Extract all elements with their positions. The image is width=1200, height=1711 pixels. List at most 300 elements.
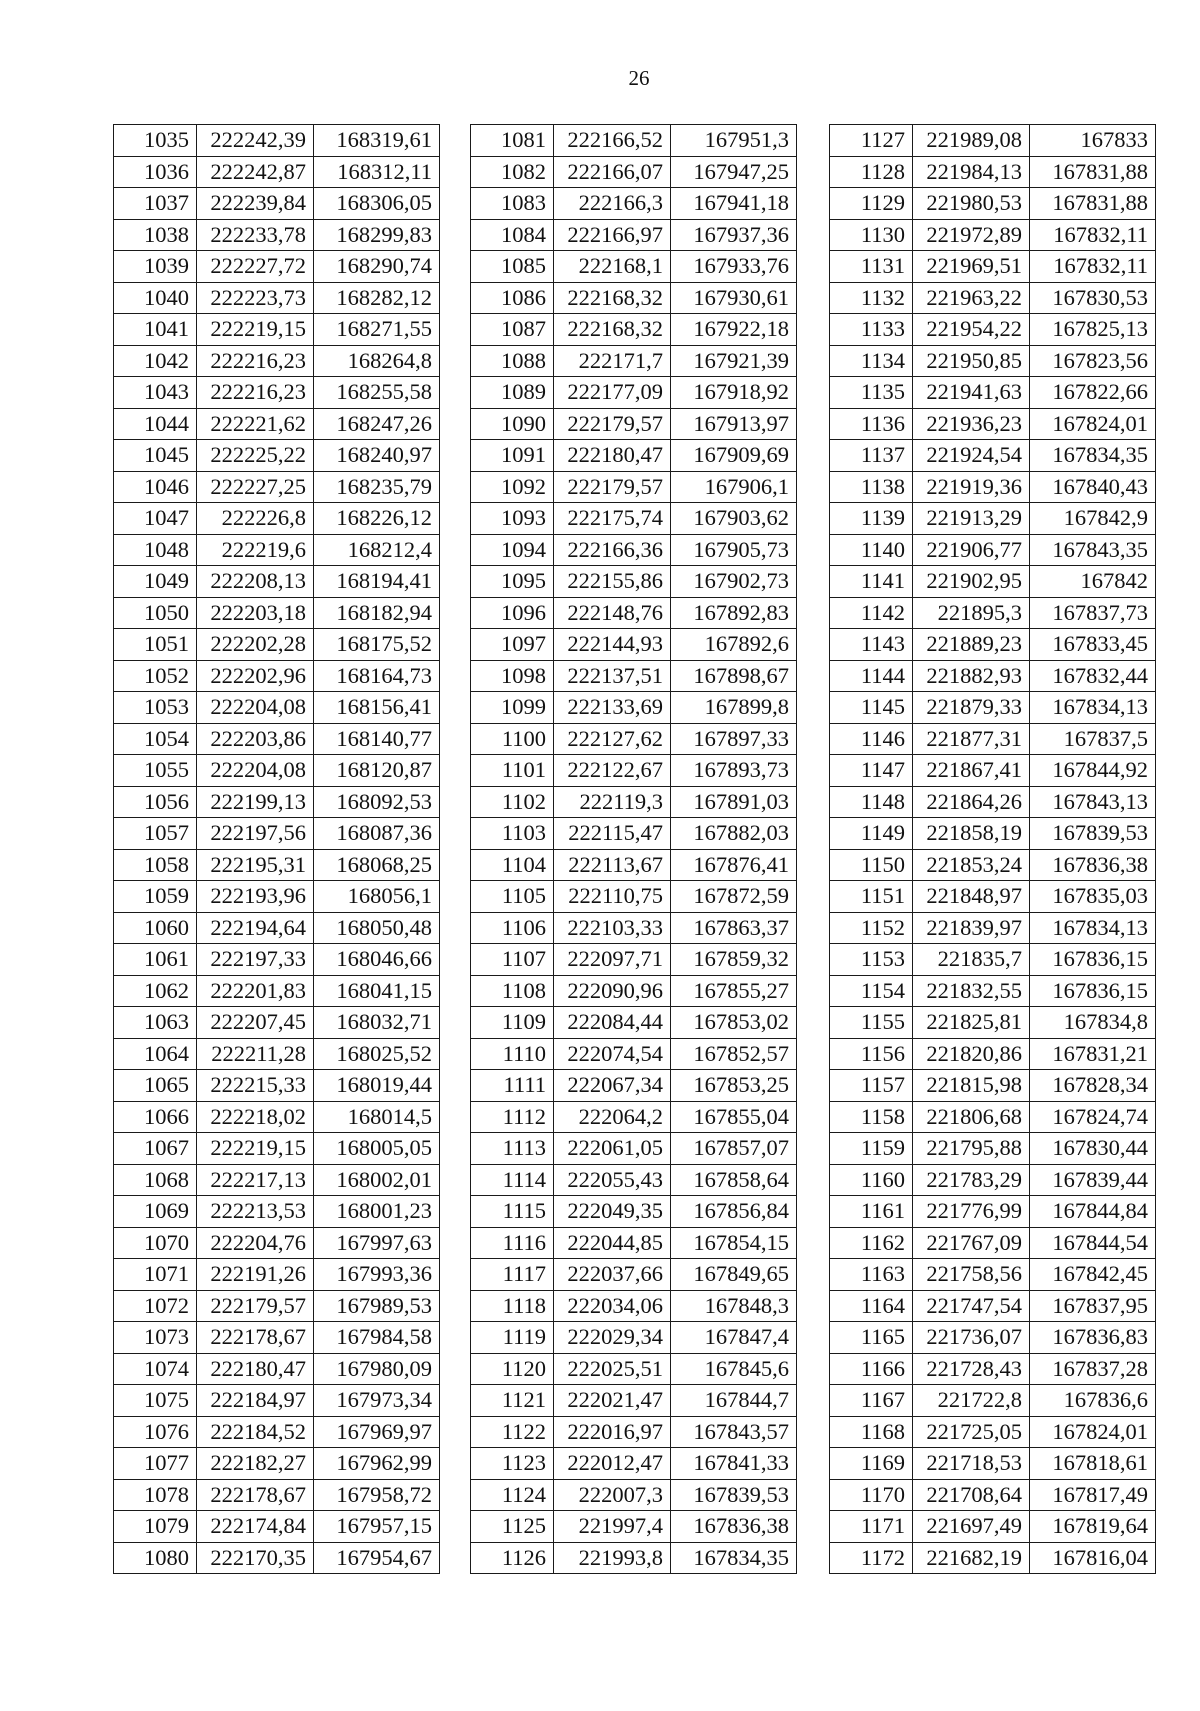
- x-coordinate-cell: 222171,7: [554, 345, 671, 377]
- y-coordinate-cell: 167816,04: [1030, 1542, 1156, 1574]
- point-number-cell: 1050: [114, 597, 197, 629]
- point-number-cell: 1128: [830, 156, 913, 188]
- x-coordinate-cell: 222122,67: [554, 755, 671, 787]
- x-coordinate-cell: 222025,51: [554, 1353, 671, 1385]
- y-coordinate-cell: 167930,61: [671, 282, 797, 314]
- y-coordinate-cell: 168002,01: [314, 1164, 440, 1196]
- point-number-cell: 1129: [830, 188, 913, 220]
- point-number-cell: 1064: [114, 1038, 197, 1070]
- x-coordinate-cell: 222219,6: [197, 534, 314, 566]
- table-row: [471, 1322, 797, 1354]
- table-row: [471, 251, 797, 283]
- point-number-cell: 1103: [471, 818, 554, 850]
- point-number-cell: 1086: [471, 282, 554, 314]
- x-coordinate-cell: 221767,09: [913, 1227, 1030, 1259]
- point-number-cell: 1061: [114, 944, 197, 976]
- x-coordinate-cell: 222203,86: [197, 723, 314, 755]
- x-coordinate-cell: 222110,75: [554, 881, 671, 913]
- x-coordinate-cell: 222219,15: [197, 314, 314, 346]
- table-row: [114, 1133, 440, 1165]
- x-coordinate-cell: 222226,8: [197, 503, 314, 535]
- y-coordinate-cell: 167933,76: [671, 251, 797, 283]
- x-coordinate-cell: 222148,76: [554, 597, 671, 629]
- y-coordinate-cell: 167855,27: [671, 975, 797, 1007]
- x-coordinate-cell: 221848,97: [913, 881, 1030, 913]
- y-coordinate-cell: 167844,7: [671, 1385, 797, 1417]
- table-row: [114, 818, 440, 850]
- y-coordinate-cell: 167840,43: [1030, 471, 1156, 503]
- point-number-cell: 1099: [471, 692, 554, 724]
- x-coordinate-cell: 222179,57: [554, 408, 671, 440]
- x-coordinate-cell: 222177,09: [554, 377, 671, 409]
- x-coordinate-cell: 222211,28: [197, 1038, 314, 1070]
- y-coordinate-cell: 167831,21: [1030, 1038, 1156, 1070]
- y-coordinate-cell: 167834,8: [1030, 1007, 1156, 1039]
- x-coordinate-cell: 222182,27: [197, 1448, 314, 1480]
- table-row: [114, 1322, 440, 1354]
- table-row: [830, 597, 1156, 629]
- x-coordinate-cell: 221820,86: [913, 1038, 1030, 1070]
- y-coordinate-cell: 167819,64: [1030, 1511, 1156, 1543]
- x-coordinate-cell: 222194,64: [197, 912, 314, 944]
- table-row: [830, 660, 1156, 692]
- table-row: [830, 408, 1156, 440]
- x-coordinate-cell: 222168,32: [554, 314, 671, 346]
- point-number-cell: 1162: [830, 1227, 913, 1259]
- table-row: [114, 1416, 440, 1448]
- point-number-cell: 1132: [830, 282, 913, 314]
- point-number-cell: 1155: [830, 1007, 913, 1039]
- y-coordinate-cell: 168140,77: [314, 723, 440, 755]
- point-number-cell: 1135: [830, 377, 913, 409]
- table-row: [114, 723, 440, 755]
- x-coordinate-cell: 221758,56: [913, 1259, 1030, 1291]
- point-number-cell: 1042: [114, 345, 197, 377]
- table-row: [830, 1479, 1156, 1511]
- x-coordinate-cell: 221919,36: [913, 471, 1030, 503]
- table-row: [471, 629, 797, 661]
- point-number-cell: 1160: [830, 1164, 913, 1196]
- point-number-cell: 1127: [830, 125, 913, 157]
- point-number-cell: 1100: [471, 723, 554, 755]
- point-number-cell: 1110: [471, 1038, 554, 1070]
- table-row: [471, 440, 797, 472]
- point-number-cell: 1109: [471, 1007, 554, 1039]
- y-coordinate-cell: 167853,02: [671, 1007, 797, 1039]
- point-number-cell: 1044: [114, 408, 197, 440]
- x-coordinate-cell: 222208,13: [197, 566, 314, 598]
- x-coordinate-cell: 222184,52: [197, 1416, 314, 1448]
- table-row: [471, 503, 797, 535]
- point-number-cell: 1053: [114, 692, 197, 724]
- table-row: [471, 1511, 797, 1543]
- y-coordinate-cell: 167837,95: [1030, 1290, 1156, 1322]
- x-coordinate-cell: 221941,63: [913, 377, 1030, 409]
- y-coordinate-cell: 167898,67: [671, 660, 797, 692]
- point-number-cell: 1153: [830, 944, 913, 976]
- table-row: [471, 125, 797, 157]
- point-number-cell: 1102: [471, 786, 554, 818]
- y-coordinate-cell: 167824,01: [1030, 408, 1156, 440]
- y-coordinate-cell: 167836,6: [1030, 1385, 1156, 1417]
- table-row: [114, 1353, 440, 1385]
- point-number-cell: 1056: [114, 786, 197, 818]
- point-number-cell: 1145: [830, 692, 913, 724]
- y-coordinate-cell: 168001,23: [314, 1196, 440, 1228]
- y-coordinate-cell: 167863,37: [671, 912, 797, 944]
- x-coordinate-cell: 221867,41: [913, 755, 1030, 787]
- point-number-cell: 1049: [114, 566, 197, 598]
- y-coordinate-cell: 167980,09: [314, 1353, 440, 1385]
- point-number-cell: 1041: [114, 314, 197, 346]
- table-row: [830, 125, 1156, 157]
- y-coordinate-cell: 167905,73: [671, 534, 797, 566]
- y-coordinate-cell: 167969,97: [314, 1416, 440, 1448]
- point-number-cell: 1046: [114, 471, 197, 503]
- y-coordinate-cell: 167839,53: [1030, 818, 1156, 850]
- table-row: [471, 1259, 797, 1291]
- point-number-cell: 1117: [471, 1259, 554, 1291]
- y-coordinate-cell: 168120,87: [314, 755, 440, 787]
- table-row: [830, 156, 1156, 188]
- table-row: [114, 471, 440, 503]
- x-coordinate-cell: 221993,8: [554, 1542, 671, 1574]
- point-number-cell: 1077: [114, 1448, 197, 1480]
- table-row: [471, 944, 797, 976]
- x-coordinate-cell: 221783,29: [913, 1164, 1030, 1196]
- table-row: [471, 345, 797, 377]
- point-number-cell: 1060: [114, 912, 197, 944]
- point-number-cell: 1164: [830, 1290, 913, 1322]
- point-number-cell: 1106: [471, 912, 554, 944]
- point-number-cell: 1118: [471, 1290, 554, 1322]
- y-coordinate-cell: 167951,3: [671, 125, 797, 157]
- table-row: [114, 1542, 440, 1574]
- table-row: [114, 1070, 440, 1102]
- table-row: [830, 1416, 1156, 1448]
- y-coordinate-cell: 167922,18: [671, 314, 797, 346]
- y-coordinate-cell: 167834,13: [1030, 912, 1156, 944]
- table-row: [471, 660, 797, 692]
- table-row: [830, 912, 1156, 944]
- y-coordinate-cell: 167831,88: [1030, 188, 1156, 220]
- table-row: [114, 1290, 440, 1322]
- x-coordinate-cell: 221839,97: [913, 912, 1030, 944]
- point-number-cell: 1071: [114, 1259, 197, 1291]
- y-coordinate-cell: 167941,18: [671, 188, 797, 220]
- point-number-cell: 1037: [114, 188, 197, 220]
- point-number-cell: 1157: [830, 1070, 913, 1102]
- x-coordinate-cell: 222097,71: [554, 944, 671, 976]
- point-number-cell: 1134: [830, 345, 913, 377]
- table-row: [114, 377, 440, 409]
- table-row: [471, 849, 797, 881]
- point-number-cell: 1067: [114, 1133, 197, 1165]
- x-coordinate-cell: 221980,53: [913, 188, 1030, 220]
- x-coordinate-cell: 221924,54: [913, 440, 1030, 472]
- table-row: [830, 1353, 1156, 1385]
- x-coordinate-cell: 222067,34: [554, 1070, 671, 1102]
- x-coordinate-cell: 222034,06: [554, 1290, 671, 1322]
- y-coordinate-cell: 167832,11: [1030, 219, 1156, 251]
- y-coordinate-cell: 167902,73: [671, 566, 797, 598]
- coordinate-table-2: [470, 124, 797, 1574]
- x-coordinate-cell: 222227,25: [197, 471, 314, 503]
- x-coordinate-cell: 222227,72: [197, 251, 314, 283]
- table-row: [114, 755, 440, 787]
- x-coordinate-cell: 222127,62: [554, 723, 671, 755]
- point-number-cell: 1070: [114, 1227, 197, 1259]
- point-number-cell: 1035: [114, 125, 197, 157]
- table-row: [830, 1227, 1156, 1259]
- table-row: [114, 629, 440, 661]
- x-coordinate-cell: 222199,13: [197, 786, 314, 818]
- y-coordinate-cell: 168299,83: [314, 219, 440, 251]
- table-row: [114, 188, 440, 220]
- x-coordinate-cell: 222184,97: [197, 1385, 314, 1417]
- x-coordinate-cell: 221747,54: [913, 1290, 1030, 1322]
- point-number-cell: 1123: [471, 1448, 554, 1480]
- y-coordinate-cell: 167837,28: [1030, 1353, 1156, 1385]
- point-number-cell: 1038: [114, 219, 197, 251]
- y-coordinate-cell: 168175,52: [314, 629, 440, 661]
- point-number-cell: 1048: [114, 534, 197, 566]
- table-row: [114, 1259, 440, 1291]
- table-row: [830, 1038, 1156, 1070]
- point-number-cell: 1084: [471, 219, 554, 251]
- x-coordinate-cell: 222064,2: [554, 1101, 671, 1133]
- x-coordinate-cell: 222029,34: [554, 1322, 671, 1354]
- x-coordinate-cell: 222204,08: [197, 755, 314, 787]
- point-number-cell: 1148: [830, 786, 913, 818]
- table-row: [830, 1290, 1156, 1322]
- y-coordinate-cell: 167834,13: [1030, 692, 1156, 724]
- table-row: [830, 786, 1156, 818]
- table-row: [114, 1479, 440, 1511]
- table-row: [114, 503, 440, 535]
- table-row: [471, 786, 797, 818]
- y-coordinate-cell: 167852,57: [671, 1038, 797, 1070]
- table-row: [830, 1385, 1156, 1417]
- x-coordinate-cell: 221989,08: [913, 125, 1030, 157]
- table-row: [114, 1038, 440, 1070]
- y-coordinate-cell: 167837,73: [1030, 597, 1156, 629]
- point-number-cell: 1149: [830, 818, 913, 850]
- x-coordinate-cell: 221877,31: [913, 723, 1030, 755]
- table-row: [471, 156, 797, 188]
- x-coordinate-cell: 222137,51: [554, 660, 671, 692]
- x-coordinate-cell: 222084,44: [554, 1007, 671, 1039]
- x-coordinate-cell: 222049,35: [554, 1196, 671, 1228]
- point-number-cell: 1052: [114, 660, 197, 692]
- table-row: [114, 534, 440, 566]
- x-coordinate-cell: 221963,22: [913, 282, 1030, 314]
- table-row: [471, 723, 797, 755]
- x-coordinate-cell: 222242,39: [197, 125, 314, 157]
- table-row: [471, 975, 797, 1007]
- table-row: [114, 912, 440, 944]
- point-number-cell: 1101: [471, 755, 554, 787]
- y-coordinate-cell: 168240,97: [314, 440, 440, 472]
- y-coordinate-cell: 167830,44: [1030, 1133, 1156, 1165]
- x-coordinate-cell: 222166,07: [554, 156, 671, 188]
- x-coordinate-cell: 222197,56: [197, 818, 314, 850]
- point-number-cell: 1115: [471, 1196, 554, 1228]
- x-coordinate-cell: 222155,86: [554, 566, 671, 598]
- point-number-cell: 1097: [471, 629, 554, 661]
- y-coordinate-cell: 167857,07: [671, 1133, 797, 1165]
- y-coordinate-cell: 167909,69: [671, 440, 797, 472]
- x-coordinate-cell: 222044,85: [554, 1227, 671, 1259]
- y-coordinate-cell: 167843,13: [1030, 786, 1156, 818]
- table-row: [114, 1385, 440, 1417]
- table-row: [114, 251, 440, 283]
- y-coordinate-cell: 168019,44: [314, 1070, 440, 1102]
- y-coordinate-cell: 167830,53: [1030, 282, 1156, 314]
- y-coordinate-cell: 167833: [1030, 125, 1156, 157]
- y-coordinate-cell: 167824,74: [1030, 1101, 1156, 1133]
- y-coordinate-cell: 168235,79: [314, 471, 440, 503]
- point-number-cell: 1151: [830, 881, 913, 913]
- x-coordinate-cell: 222090,96: [554, 975, 671, 1007]
- x-coordinate-cell: 222202,28: [197, 629, 314, 661]
- x-coordinate-cell: 222207,45: [197, 1007, 314, 1039]
- table-row: [471, 471, 797, 503]
- point-number-cell: 1169: [830, 1448, 913, 1480]
- y-coordinate-cell: 167836,38: [671, 1511, 797, 1543]
- y-coordinate-cell: 167989,53: [314, 1290, 440, 1322]
- table-row: [114, 1007, 440, 1039]
- table-row: [471, 1416, 797, 1448]
- table-row: [114, 1448, 440, 1480]
- y-coordinate-cell: 167833,45: [1030, 629, 1156, 661]
- x-coordinate-cell: 221984,13: [913, 156, 1030, 188]
- point-number-cell: 1036: [114, 156, 197, 188]
- point-number-cell: 1073: [114, 1322, 197, 1354]
- y-coordinate-cell: 167962,99: [314, 1448, 440, 1480]
- x-coordinate-cell: 221795,88: [913, 1133, 1030, 1165]
- y-coordinate-cell: 168050,48: [314, 912, 440, 944]
- x-coordinate-cell: 222168,32: [554, 282, 671, 314]
- y-coordinate-cell: 167947,25: [671, 156, 797, 188]
- y-coordinate-cell: 167818,61: [1030, 1448, 1156, 1480]
- y-coordinate-cell: 167957,15: [314, 1511, 440, 1543]
- y-coordinate-cell: 167906,1: [671, 471, 797, 503]
- table-row: [830, 314, 1156, 346]
- point-number-cell: 1144: [830, 660, 913, 692]
- y-coordinate-cell: 167841,33: [671, 1448, 797, 1480]
- x-coordinate-cell: 222191,26: [197, 1259, 314, 1291]
- y-coordinate-cell: 168025,52: [314, 1038, 440, 1070]
- point-number-cell: 1075: [114, 1385, 197, 1417]
- x-coordinate-cell: 222218,02: [197, 1101, 314, 1133]
- table-row: [830, 345, 1156, 377]
- point-number-cell: 1047: [114, 503, 197, 535]
- point-number-cell: 1166: [830, 1353, 913, 1385]
- y-coordinate-cell: 167839,44: [1030, 1164, 1156, 1196]
- y-coordinate-cell: 168046,66: [314, 944, 440, 976]
- y-coordinate-cell: 167836,38: [1030, 849, 1156, 881]
- table-row: [471, 1196, 797, 1228]
- x-coordinate-cell: 221682,19: [913, 1542, 1030, 1574]
- x-coordinate-cell: 222061,05: [554, 1133, 671, 1165]
- y-coordinate-cell: 167834,35: [671, 1542, 797, 1574]
- y-coordinate-cell: 167993,36: [314, 1259, 440, 1291]
- point-number-cell: 1059: [114, 881, 197, 913]
- y-coordinate-cell: 167836,15: [1030, 975, 1156, 1007]
- point-number-cell: 1150: [830, 849, 913, 881]
- point-number-cell: 1140: [830, 534, 913, 566]
- y-coordinate-cell: 168255,58: [314, 377, 440, 409]
- x-coordinate-cell: 222204,76: [197, 1227, 314, 1259]
- point-number-cell: 1137: [830, 440, 913, 472]
- table-row: [830, 440, 1156, 472]
- x-coordinate-cell: 221728,43: [913, 1353, 1030, 1385]
- x-coordinate-cell: 222197,33: [197, 944, 314, 976]
- table-row: [830, 1196, 1156, 1228]
- y-coordinate-cell: 168306,05: [314, 188, 440, 220]
- table-row: [114, 219, 440, 251]
- point-number-cell: 1172: [830, 1542, 913, 1574]
- x-coordinate-cell: 221722,8: [913, 1385, 1030, 1417]
- x-coordinate-cell: 221906,77: [913, 534, 1030, 566]
- y-coordinate-cell: 167834,35: [1030, 440, 1156, 472]
- y-coordinate-cell: 168092,53: [314, 786, 440, 818]
- point-number-cell: 1045: [114, 440, 197, 472]
- point-number-cell: 1125: [471, 1511, 554, 1543]
- y-coordinate-cell: 167832,11: [1030, 251, 1156, 283]
- point-number-cell: 1072: [114, 1290, 197, 1322]
- y-coordinate-cell: 168005,05: [314, 1133, 440, 1165]
- x-coordinate-cell: 222166,97: [554, 219, 671, 251]
- table-row: [114, 692, 440, 724]
- x-coordinate-cell: 222174,84: [197, 1511, 314, 1543]
- y-coordinate-cell: 168087,36: [314, 818, 440, 850]
- x-coordinate-cell: 221895,3: [913, 597, 1030, 629]
- table-row: [830, 849, 1156, 881]
- y-coordinate-cell: 167836,15: [1030, 944, 1156, 976]
- y-coordinate-cell: 167842: [1030, 566, 1156, 598]
- point-number-cell: 1147: [830, 755, 913, 787]
- table-row: [114, 660, 440, 692]
- y-coordinate-cell: 167921,39: [671, 345, 797, 377]
- y-coordinate-cell: 168156,41: [314, 692, 440, 724]
- y-coordinate-cell: 168282,12: [314, 282, 440, 314]
- table-row: [830, 503, 1156, 535]
- x-coordinate-cell: 221858,19: [913, 818, 1030, 850]
- x-coordinate-cell: 222216,23: [197, 345, 314, 377]
- point-number-cell: 1121: [471, 1385, 554, 1417]
- x-coordinate-cell: 222180,47: [554, 440, 671, 472]
- table-row: [471, 692, 797, 724]
- table-row: [114, 408, 440, 440]
- y-coordinate-cell: 167872,59: [671, 881, 797, 913]
- point-number-cell: 1092: [471, 471, 554, 503]
- point-number-cell: 1130: [830, 219, 913, 251]
- point-number-cell: 1113: [471, 1133, 554, 1165]
- x-coordinate-cell: 222201,83: [197, 975, 314, 1007]
- table-row: [830, 377, 1156, 409]
- y-coordinate-cell: 167893,73: [671, 755, 797, 787]
- y-coordinate-cell: 167839,53: [671, 1479, 797, 1511]
- y-coordinate-cell: 167825,13: [1030, 314, 1156, 346]
- x-coordinate-cell: 222225,22: [197, 440, 314, 472]
- table-row: [830, 1007, 1156, 1039]
- table-row: [114, 881, 440, 913]
- x-coordinate-cell: 222213,53: [197, 1196, 314, 1228]
- x-coordinate-cell: 222179,57: [197, 1290, 314, 1322]
- table-row: [471, 1542, 797, 1574]
